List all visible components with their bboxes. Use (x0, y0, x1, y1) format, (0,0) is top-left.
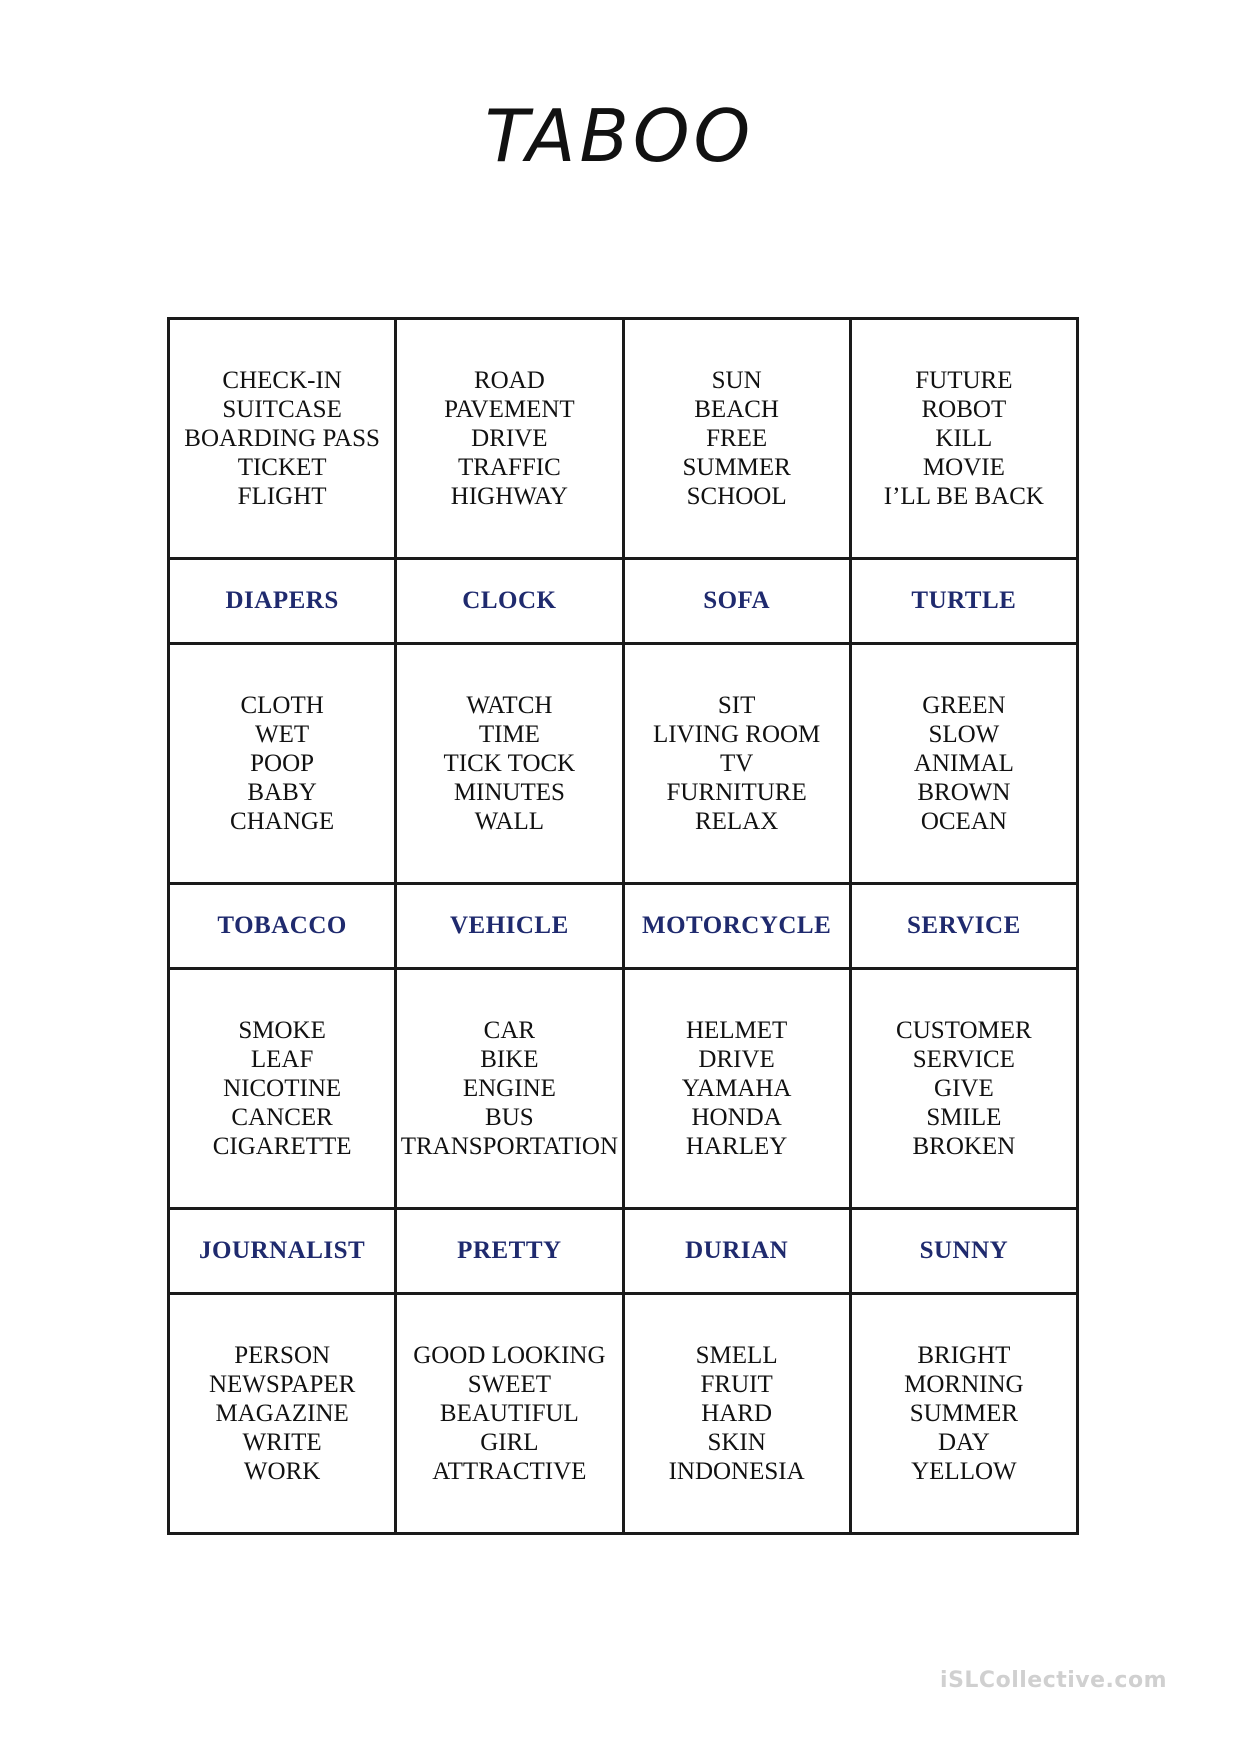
taboo-words-cell (850, 319, 1077, 559)
keyword: JOURNALIST (199, 1237, 366, 1264)
taboo-word: PERSON (234, 1342, 331, 1369)
taboo-word: WRITE (242, 1429, 322, 1456)
taboo-word: CHANGE (230, 808, 335, 835)
taboo-word-list (852, 1016, 1076, 1161)
taboo-word: MAGAZINE (215, 1400, 349, 1427)
taboo-word: SIT (717, 692, 756, 719)
taboo-word: TICKET (237, 454, 327, 481)
taboo-word: HIGHWAY (450, 483, 568, 510)
taboo-word: YAMAHA (681, 1075, 792, 1102)
taboo-word: CUSTOMER (896, 1017, 1032, 1044)
keyword-cell (623, 1209, 850, 1294)
keyword-cell (623, 884, 850, 969)
taboo-word: SMELL (695, 1342, 778, 1369)
taboo-words-cell (623, 319, 850, 559)
taboo-grid (167, 317, 1079, 1535)
taboo-word-list (170, 1341, 394, 1486)
taboo-word: BRIGHT (917, 1342, 1011, 1369)
taboo-word: SUMMER (682, 454, 791, 481)
taboo-word: ROBOT (921, 396, 1007, 423)
taboo-word: CIGARETTE (212, 1133, 352, 1160)
taboo-word-list (852, 366, 1076, 511)
taboo-word: KILL (935, 425, 993, 452)
taboo-words-cell (850, 1294, 1077, 1534)
taboo-word: TICK TOCK (443, 750, 576, 777)
watermark: iSLCollective.com (940, 1668, 1167, 1693)
taboo-word: MINUTES (453, 779, 565, 806)
taboo-word: SERVICE (912, 1046, 1015, 1073)
taboo-word: FUTURE (915, 367, 1013, 394)
keyword-row (169, 884, 1078, 969)
taboo-word: GIRL (480, 1429, 539, 1456)
taboo-word-list (625, 1016, 849, 1161)
taboo-word: GOOD LOOKING (413, 1342, 606, 1369)
keyword: TOBACCO (217, 912, 347, 939)
taboo-word: FURNITURE (666, 779, 807, 806)
taboo-word: FRUIT (700, 1371, 773, 1398)
taboo-word: SKIN (707, 1429, 766, 1456)
taboo-word: WET (255, 721, 310, 748)
taboo-word: DAY (937, 1429, 990, 1456)
taboo-word: SUN (711, 367, 762, 394)
taboo-word-list (397, 691, 621, 836)
taboo-words-row (169, 969, 1078, 1209)
taboo-words-row (169, 319, 1078, 559)
taboo-word: BABY (247, 779, 317, 806)
taboo-word-list (852, 691, 1076, 836)
taboo-word-list (170, 1016, 394, 1161)
keyword-cell (396, 559, 623, 644)
taboo-words-cell (396, 969, 623, 1209)
keyword: TURTLE (911, 587, 1017, 614)
taboo-word-list (852, 1341, 1076, 1486)
taboo-word: CLOTH (240, 692, 324, 719)
keyword: DURIAN (685, 1237, 789, 1264)
taboo-word: MORNING (904, 1371, 1024, 1398)
taboo-word: ENGINE (462, 1075, 556, 1102)
taboo-word: LIVING ROOM (652, 721, 821, 748)
taboo-word: FLIGHT (237, 483, 327, 510)
taboo-word: MOVIE (922, 454, 1005, 481)
keyword: PRETTY (457, 1237, 562, 1264)
taboo-words-cell (623, 644, 850, 884)
taboo-word: WATCH (466, 692, 553, 719)
taboo-words-cell (623, 1294, 850, 1534)
keyword-row (169, 1209, 1078, 1294)
taboo-word: SWEET (467, 1371, 552, 1398)
keyword-cell (169, 1209, 396, 1294)
taboo-word: INDONESIA (668, 1458, 805, 1485)
taboo-words-cell (396, 1294, 623, 1534)
taboo-word: HELMET (685, 1017, 788, 1044)
taboo-word: NICOTINE (223, 1075, 342, 1102)
taboo-word: HONDA (691, 1104, 782, 1131)
taboo-word: GIVE (934, 1075, 994, 1102)
taboo-word: OCEAN (920, 808, 1007, 835)
taboo-word: BIKE (480, 1046, 539, 1073)
keyword: DIAPERS (225, 587, 339, 614)
keyword-cell (850, 884, 1077, 969)
taboo-word: SUITCASE (222, 396, 342, 423)
keyword: CLOCK (462, 587, 557, 614)
taboo-words-cell (169, 644, 396, 884)
taboo-word: BEACH (694, 396, 779, 423)
taboo-word-list (397, 1016, 621, 1161)
taboo-word: BUS (485, 1104, 534, 1131)
keyword-cell (169, 559, 396, 644)
taboo-word: DRIVE (471, 425, 548, 452)
taboo-word: BOARDING PASS (184, 425, 380, 452)
taboo-word: LEAF (250, 1046, 314, 1073)
keyword: SERVICE (906, 912, 1021, 939)
taboo-words-cell (169, 1294, 396, 1534)
taboo-word: GREEN (922, 692, 1006, 719)
taboo-words-cell (396, 319, 623, 559)
taboo-word: DRIVE (698, 1046, 775, 1073)
taboo-words-row (169, 1294, 1078, 1534)
taboo-word: TV (719, 750, 754, 777)
keyword-cell (850, 1209, 1077, 1294)
taboo-word: POOP (250, 750, 315, 777)
taboo-word: I’LL BE BACK (883, 483, 1044, 510)
taboo-word: WORK (243, 1458, 321, 1485)
taboo-word: SCHOOL (686, 483, 787, 510)
keyword: SOFA (703, 587, 771, 614)
taboo-word-list (625, 691, 849, 836)
taboo-words-row (169, 644, 1078, 884)
taboo-words-cell (623, 969, 850, 1209)
taboo-words-cell (850, 969, 1077, 1209)
keyword: VEHICLE (449, 912, 569, 939)
taboo-word-list (625, 366, 849, 511)
keyword-row (169, 559, 1078, 644)
taboo-word: RELAX (694, 808, 779, 835)
keyword-cell (396, 1209, 623, 1294)
taboo-word: TRANSPORTATION (400, 1133, 619, 1160)
keyword: MOTORCYCLE (641, 912, 832, 939)
taboo-word: ANIMAL (913, 750, 1014, 777)
taboo-word-list (397, 1341, 621, 1486)
keyword-cell (396, 884, 623, 969)
page-title: TABOO (484, 94, 755, 178)
keyword: SUNNY (919, 1237, 1009, 1264)
taboo-word: BROWN (917, 779, 1011, 806)
taboo-word: TIME (478, 721, 540, 748)
taboo-word-list (170, 691, 394, 836)
taboo-word: WALL (474, 808, 545, 835)
taboo-word: ATTRACTIVE (432, 1458, 587, 1485)
taboo-word: ROAD (473, 367, 545, 394)
taboo-word: YELLOW (911, 1458, 1017, 1485)
taboo-word: HARD (701, 1400, 773, 1427)
taboo-word: FREE (706, 425, 768, 452)
keyword-cell (623, 559, 850, 644)
keyword-cell (850, 559, 1077, 644)
taboo-words-cell (396, 644, 623, 884)
taboo-word: BROKEN (912, 1133, 1016, 1160)
taboo-word: SUMMER (909, 1400, 1019, 1427)
taboo-words-cell (850, 644, 1077, 884)
taboo-word: SLOW (928, 721, 1000, 748)
taboo-word: NEWSPAPER (208, 1371, 356, 1398)
taboo-word: SMOKE (238, 1017, 326, 1044)
keyword-cell (169, 884, 396, 969)
taboo-words-cell (169, 969, 396, 1209)
taboo-words-cell (169, 319, 396, 559)
taboo-word: CANCER (231, 1104, 333, 1131)
taboo-word: TRAFFIC (457, 454, 561, 481)
taboo-word-list (625, 1341, 849, 1486)
taboo-word: HARLEY (685, 1133, 788, 1160)
taboo-word-list (170, 366, 394, 511)
taboo-word-list (397, 366, 621, 511)
taboo-word: BEAUTIFUL (439, 1400, 579, 1427)
taboo-word: SMILE (926, 1104, 1002, 1131)
taboo-word: CAR (483, 1017, 536, 1044)
taboo-word: CHECK-IN (222, 367, 342, 394)
taboo-word: PAVEMENT (444, 396, 575, 423)
